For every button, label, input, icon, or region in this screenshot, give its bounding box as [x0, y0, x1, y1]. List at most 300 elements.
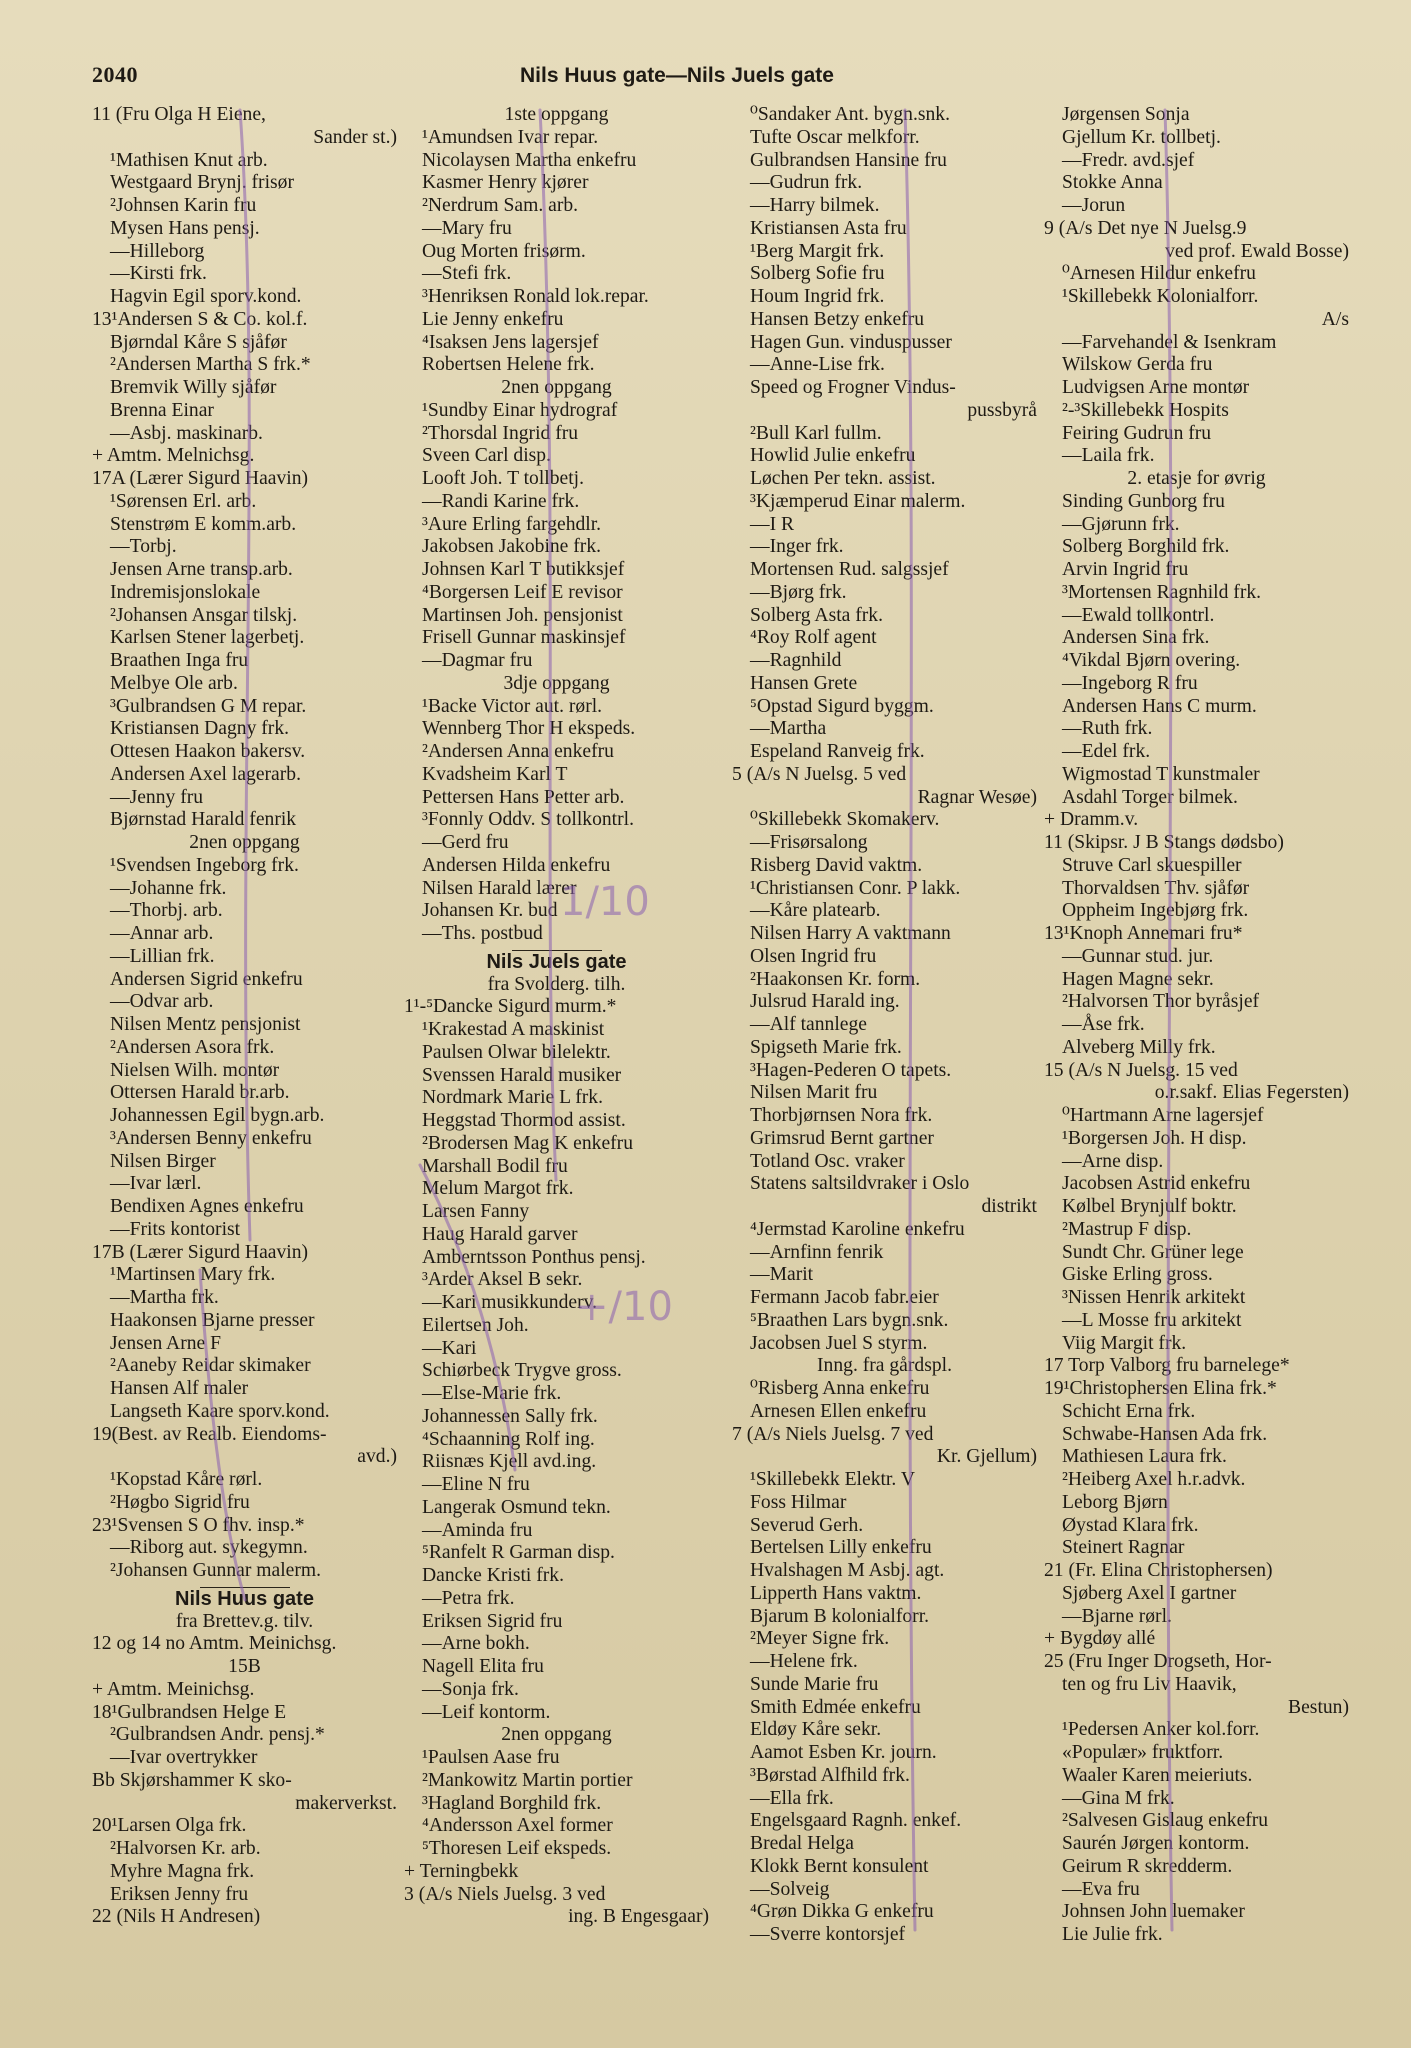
- listing-line: Langerak Osmund tekn.: [422, 1496, 611, 1518]
- listing-line: 18¹Gulbrandsen Helge E: [92, 1701, 287, 1723]
- listing-line: —Mary fru: [422, 217, 512, 239]
- listing-column-1: [92, 104, 397, 1929]
- listing-line: Aamot Esben Kr. journ.: [750, 1742, 937, 1763]
- listing-line: Saurén Jørgen kontorm.: [1062, 1833, 1250, 1854]
- listing-line: —I R: [750, 513, 795, 535]
- listing-line: ¹Backe Victor aut. rørl.: [422, 695, 603, 717]
- listing-line: 13¹Andersen S & Co. kol.f.: [92, 308, 308, 330]
- listing-line: —Aminda fru: [422, 1519, 533, 1541]
- listing-line: fra Brettev.g. tilv.: [175, 1610, 314, 1632]
- listing-line: —Eva fru: [1062, 1878, 1140, 1900]
- listing-line: —Farvehandel & Isenkram: [1062, 331, 1277, 353]
- listing-line: —Solveig: [750, 1878, 830, 1900]
- listing-line: ten og fru Liv Haavik,: [1062, 1673, 1237, 1695]
- listing-line: ³Fonnly Oddv. S tollkontrl.: [422, 809, 634, 831]
- listing-line: Houm Ingrid frk.: [750, 286, 885, 307]
- listing-line: —Annar arb.: [110, 923, 214, 944]
- listing-line: Lipperth Hans vaktm.: [750, 1582, 922, 1604]
- listing-line: ²Halvorsen Kr. arb.: [110, 1838, 261, 1859]
- listing-line: —Gina M frk.: [1062, 1787, 1175, 1809]
- listing-line: ¹Krakestad A maskinist: [422, 1019, 605, 1040]
- listing-line: ¹Skillebekk Elektr. V: [750, 1469, 915, 1490]
- listing-line: Indremisjonslokale: [110, 581, 261, 603]
- listing-line: Oppheim Ingebjørg frk.: [1062, 900, 1249, 922]
- listing-line: —Gudrun frk.: [750, 172, 863, 194]
- listing-line: Kølbel Brynjulf boktr.: [1062, 1196, 1237, 1217]
- listing-line: Struve Carl skuespiller: [1062, 854, 1242, 876]
- listing-line: ¹Svendsen Ingeborg frk.: [110, 854, 299, 876]
- listing-line: 15 (A/s N Juelsg. 15 ved: [1044, 1059, 1238, 1081]
- listing-line: Nordmark Marie L frk.: [422, 1087, 603, 1109]
- listing-line: Foss Hilmar: [750, 1491, 847, 1513]
- listing-line: 22 (Nils H Andresen): [92, 1906, 261, 1928]
- listing-line: Jacobsen Astrid enkefru: [1062, 1173, 1251, 1195]
- listing-line: Thorvaldsen Thv. sjåfør: [1062, 877, 1250, 899]
- listing-line: ⁵Thoresen Leif ekspeds.: [422, 1838, 612, 1859]
- listing-line: —Torbj.: [110, 536, 177, 558]
- listing-line: 12 og 14 no Amtm. Meinichsg.: [92, 1633, 337, 1655]
- listing-line: —Riborg aut. sykegymn.: [110, 1537, 308, 1559]
- listing-line: Kristiansen Asta fru: [750, 217, 907, 239]
- street-heading: Nils Huus gate: [175, 1587, 314, 1610]
- listing-line: ²Andersen Anna enkefru: [422, 741, 614, 762]
- listing-line: Sjøberg Axel I gartner: [1062, 1582, 1237, 1604]
- listing-line: Marshall Bodil fru: [422, 1155, 568, 1177]
- listing-line: Eilertsen Joh.: [422, 1314, 529, 1336]
- listing-line: Espeland Ranveig frk.: [750, 741, 925, 762]
- listing-line: Bjørnstad Harald fenrik: [110, 809, 297, 831]
- listing-column-4: [1044, 104, 1349, 1947]
- listing-line: ²Bull Karl fullm.: [750, 422, 882, 444]
- listing-line: ⁰Sandaker Ant. bygn.snk.: [750, 104, 950, 125]
- listing-line: ³Mortensen Ragnhild frk.: [1062, 581, 1262, 603]
- listing-line: —Gerd fru: [422, 832, 509, 853]
- listing-line: —Edel frk.: [1062, 741, 1151, 762]
- listing-line: ²Nerdrum Sam. arb.: [422, 195, 579, 216]
- listing-line: ³Kjæmperud Einar malerm.: [750, 490, 966, 512]
- listing-line: —Ivar lærl.: [110, 1173, 202, 1195]
- listing-line: ²Aaneby Reidar skimaker: [110, 1355, 311, 1377]
- listing-line: Arvin Ingrid fru: [1062, 559, 1189, 580]
- listing-line: Kristiansen Dagny frk.: [110, 718, 290, 740]
- listing-line: Feiring Gudrun fru: [1062, 422, 1212, 444]
- listing-line: Asdahl Torger bilmek.: [1062, 786, 1238, 808]
- listing-line: Kasmer Henry kjører: [422, 172, 589, 194]
- listing-line: Paulsen Olwar bilelektr.: [422, 1041, 611, 1063]
- listing-line: «Populær» fruktforr.: [1062, 1742, 1224, 1763]
- listing-line: —Kari: [422, 1337, 477, 1359]
- listing-line: + Terningbekk: [404, 1860, 519, 1882]
- listing-line: ²Thorsdal Ingrid fru: [422, 422, 579, 444]
- listing-line: 2nen oppgang: [501, 377, 612, 398]
- listing-line: Johnsen Karl T butikksjef: [422, 559, 625, 580]
- listing-line: ¹Berg Margit frk.: [750, 240, 885, 262]
- listing-line: Hvalshagen M Asbj. agt.: [750, 1560, 945, 1581]
- listing-line: Looft Joh. T tollbetj.: [422, 468, 585, 489]
- listing-line: Julsrud Harald ing.: [750, 991, 900, 1013]
- listing-line: Andersen Hilda enkefru: [422, 854, 611, 876]
- listing-line: 9 (A/s Det nye N Juelsg.9: [1044, 217, 1247, 239]
- listing-line: ²Johansen Ansgar tilskj.: [110, 604, 298, 626]
- listing-line: Ludvigsen Arne montør: [1062, 377, 1250, 398]
- listing-line: Johannessen Egil bygn.arb.: [110, 1105, 325, 1126]
- listing-line: Langseth Kaare sporv.kond.: [110, 1400, 330, 1422]
- listing-line: o.r.sakf. Elias Fegersten): [1154, 1082, 1349, 1104]
- listing-line: 3dje oppgang: [503, 672, 610, 694]
- listing-line: —Helene frk.: [750, 1651, 858, 1672]
- listing-line: Bestun): [1288, 1696, 1349, 1718]
- listing-line: ¹Paulsen Aase fru: [422, 1747, 560, 1768]
- listing-line: Robertsen Helene frk.: [422, 354, 595, 376]
- listing-line: Solberg Borghild frk.: [1062, 536, 1230, 558]
- listing-line: —Gjørunn frk.: [1062, 513, 1180, 535]
- listing-line: Ragnar Wesøe): [917, 786, 1037, 808]
- listing-line: Johnsen John luemaker: [1062, 1901, 1245, 1923]
- listing-line: Riisnæs Kjell avd.ing.: [422, 1451, 597, 1473]
- listing-line: ¹Pedersen Anker kol.forr.: [1062, 1719, 1260, 1741]
- listing-line: Wennberg Thor H ekspeds.: [422, 718, 636, 740]
- listing-line: ²Meyer Signe frk.: [750, 1628, 890, 1650]
- listing-line: Andersen Axel lagerarb.: [110, 763, 301, 785]
- listing-line: Mortensen Rud. salgssjef: [750, 559, 949, 580]
- listing-line: —Asbj. maskinarb.: [110, 422, 263, 444]
- listing-line: Olsen Ingrid fru: [750, 945, 877, 967]
- listing-line: ³Gulbrandsen G M repar.: [110, 695, 307, 717]
- listing-line: Stokke Anna: [1062, 172, 1163, 194]
- listing-line: Pettersen Hans Petter arb.: [422, 786, 625, 808]
- listing-line: 5 (A/s N Juelsg. 5 ved: [732, 763, 907, 785]
- listing-line: Sander st.): [313, 126, 397, 148]
- listing-line: makerverkst.: [295, 1792, 397, 1814]
- listing-line: —Kari musikkunderv.: [422, 1292, 598, 1313]
- listing-line: ¹Skillebekk Kolonialforr.: [1062, 286, 1259, 307]
- listing-line: Eriksen Sigrid fru: [422, 1610, 563, 1632]
- listing-line: ⁵Braathen Lars bygn.snk.: [750, 1309, 949, 1331]
- listing-column-2: [404, 104, 709, 1929]
- listing-line: Hagen Magne sekr.: [1062, 968, 1214, 990]
- listing-line: Viig Margit frk.: [1062, 1332, 1187, 1354]
- listing-line: avd.): [357, 1446, 397, 1468]
- listing-line: ³Nissen Henrik arkitekt: [1062, 1287, 1246, 1308]
- listing-line: Nilsen Birger: [110, 1150, 216, 1172]
- pencil-annotation-1: 1/10: [560, 879, 650, 925]
- listing-line: —Randi Karine frk.: [422, 490, 580, 512]
- listing-line: Nicolaysen Martha enkefru: [422, 149, 637, 171]
- listing-line: 17B (Lærer Sigurd Haavin): [92, 1241, 309, 1263]
- listing-line: Løchen Per tekn. assist.: [750, 468, 936, 489]
- listing-line: Ottersen Harald br.arb.: [110, 1082, 290, 1104]
- listing-line: ²Høgbo Sigrid fru: [110, 1491, 250, 1513]
- listing-line: —Odvar arb.: [110, 991, 214, 1013]
- listing-line: —Ths. postbud: [422, 923, 543, 944]
- listing-line: ⁰Skillebekk Skomakerv.: [750, 809, 940, 831]
- listing-line: Gjellum Kr. tollbetj.: [1062, 126, 1221, 148]
- listing-line: ²Mankowitz Martin portier: [422, 1769, 633, 1791]
- listing-line: —Harry bilmek.: [750, 195, 880, 216]
- listing-line: Larsen Fanny: [422, 1201, 530, 1222]
- listing-line: Totland Osc. vraker: [750, 1150, 905, 1172]
- listing-line: 2nen oppgang: [189, 832, 300, 853]
- listing-line: ¹Mathisen Knut arb.: [110, 149, 268, 171]
- listing-line: ²Haakonsen Kr. form.: [750, 968, 921, 990]
- listing-line: —Marit: [750, 1264, 814, 1286]
- listing-line: ⁰Risberg Anna enkefru: [750, 1378, 930, 1399]
- listing-line: ⁴Isaksen Jens lagersjef: [422, 331, 599, 353]
- listing-line: —Sverre kontorsjef: [750, 1924, 906, 1945]
- listing-line: —Frits kontorist: [110, 1218, 241, 1240]
- listing-line: Bremvik Willy sjåfør: [110, 377, 277, 398]
- listing-line: Jakobsen Jakobine frk.: [422, 536, 602, 558]
- listing-line: ²Heiberg Axel h.r.advk.: [1062, 1469, 1246, 1490]
- listing-line: + Dramm.v.: [1044, 809, 1139, 831]
- listing-line: Wilskow Gerda fru: [1062, 354, 1213, 376]
- listing-line: —Gunnar stud. jur.: [1062, 945, 1214, 967]
- listing-line: 11 (Fru Olga H Eiene,: [92, 104, 266, 125]
- listing-line: Leborg Bjørn: [1062, 1491, 1168, 1513]
- listing-line: ³Børstad Alfhild frk.: [750, 1764, 910, 1786]
- listing-line: Eriksen Jenny fru: [110, 1883, 249, 1905]
- listing-line: —Jorun: [1062, 195, 1126, 216]
- listing-line: ²-³Skillebekk Hospits: [1062, 399, 1229, 421]
- listing-line: Bb Skjørshammer K sko-: [92, 1769, 292, 1791]
- listing-columns: [92, 104, 1349, 1984]
- listing-line: Amberntsson Ponthus pensj.: [422, 1246, 646, 1268]
- listing-line: Frisell Gunnar maskinsjef: [422, 627, 626, 649]
- listing-line: Engelsgaard Ragnh. enkef.: [750, 1810, 962, 1832]
- listing-line: 25 (Fru Inger Drogseth, Hor-: [1044, 1651, 1272, 1672]
- listing-line: 13¹Knoph Annemari fru*: [1044, 923, 1243, 944]
- listing-line: —Ragnhild: [750, 650, 842, 671]
- listing-line: ⁴Andersson Axel former: [422, 1815, 613, 1837]
- listing-line: Risberg David vaktm.: [750, 854, 923, 876]
- listing-line: Spigseth Marie frk.: [750, 1036, 902, 1058]
- listing-line: ¹Sørensen Erl. arb.: [110, 490, 257, 512]
- listing-line: ⁴Roy Rolf agent: [750, 627, 877, 649]
- listing-line: 19¹Christophersen Elina frk.*: [1044, 1378, 1277, 1399]
- running-head: Nils Huus gate—Nils Juels gate: [520, 64, 834, 87]
- listing-line: ²Johnsen Karin fru: [110, 195, 257, 216]
- listing-line: —Stefi frk.: [422, 263, 512, 285]
- listing-line: Øystad Klara frk.: [1062, 1514, 1199, 1536]
- listing-line: Schwabe-Hansen Ada frk.: [1062, 1423, 1268, 1445]
- listing-line: Karlsen Stener lagerbetj.: [110, 627, 305, 649]
- listing-line: ⁴Grøn Dikka G enkefru: [750, 1901, 934, 1923]
- listing-line: Andersen Sigrid enkefru: [110, 968, 303, 990]
- listing-line: ³Arder Aksel B sekr.: [422, 1269, 583, 1291]
- listing-line: —L Mosse fru arkitekt: [1062, 1309, 1242, 1331]
- listing-line: Hansen Grete: [750, 672, 858, 694]
- listing-line: ²Brodersen Mag K enkefru: [422, 1132, 633, 1154]
- listing-line: —Ella frk.: [750, 1787, 834, 1809]
- listing-line: Arnesen Ellen enkefru: [750, 1400, 927, 1422]
- pencil-annotation-2: +/10: [575, 1284, 673, 1330]
- listing-line: Jensen Arne transp.arb.: [110, 559, 293, 580]
- listing-line: Bjarum B kolonialforr.: [750, 1605, 930, 1627]
- listing-line: Schiørbeck Trygve gross.: [422, 1360, 622, 1382]
- listing-line: 15B: [228, 1656, 261, 1677]
- listing-line: Myhre Magna frk.: [110, 1860, 255, 1882]
- listing-line: ³Aure Erling fargehdlr.: [422, 513, 602, 535]
- listing-line: —Hilleborg: [110, 240, 205, 262]
- listing-line: Alveberg Milly frk.: [1062, 1036, 1216, 1058]
- listing-line: Statens saltsildvraker i Oslo: [750, 1173, 970, 1195]
- listing-line: ¹Amundsen Ivar repar.: [422, 126, 599, 148]
- listing-line: ⁴Borgersen Leif E revisor: [422, 581, 623, 603]
- listing-line: —Martha: [750, 718, 827, 740]
- listing-line: —Martha frk.: [110, 1287, 219, 1308]
- listing-line: Hagen Gun. vinduspusser: [750, 331, 952, 353]
- listing-line: + Amtm. Melnichsg.: [92, 445, 255, 467]
- listing-line: distrikt: [981, 1196, 1037, 1217]
- listing-line: 2nen oppgang: [501, 1724, 612, 1746]
- listing-line: ¹Borgersen Joh. H disp.: [1062, 1127, 1247, 1149]
- listing-line: + Bygdøy allé: [1044, 1628, 1156, 1650]
- listing-line: 19(Best. av Realb. Eiendoms-: [92, 1423, 327, 1445]
- listing-line: ⁴Schaanning Rolf ing.: [422, 1428, 595, 1450]
- listing-line: —Arne bokh.: [422, 1633, 530, 1655]
- listing-line: Jensen Arne F: [110, 1332, 222, 1354]
- listing-line: Nielsen Wilh. montør: [110, 1059, 280, 1081]
- listing-line: ²Johansen Gunnar malerm.: [110, 1560, 322, 1581]
- listing-line: Ottesen Haakon bakersv.: [110, 741, 306, 762]
- listing-line: —Åse frk.: [1062, 1014, 1145, 1035]
- listing-line: 23¹Svensen S O fhv. insp.*: [92, 1514, 305, 1536]
- listing-line: Klokk Bernt konsulent: [750, 1855, 929, 1877]
- listing-line: —Leif kontorm.: [422, 1701, 551, 1723]
- listing-line: Westgaard Brynj. frisør: [110, 172, 294, 194]
- listing-line: ¹Kopstad Kåre rørl.: [110, 1469, 263, 1490]
- listing-line: 17A (Lærer Sigurd Haavin): [92, 468, 309, 489]
- listing-line: fra Svolderg. tilh.: [487, 973, 626, 995]
- listing-line: ing. B Engesgaar): [568, 1906, 709, 1928]
- listing-line: Sunde Marie fru: [750, 1673, 879, 1695]
- listing-line: 1ste oppgang: [504, 104, 609, 125]
- listing-line: Oug Morten frisørm.: [422, 240, 586, 262]
- listing-line: ²Salvesen Gislaug enkefru: [1062, 1810, 1269, 1832]
- listing-line: Nilsen Mentz pensjonist: [110, 1014, 301, 1035]
- listing-line: 1¹-⁵Dancke Sigurd murm.*: [404, 996, 617, 1018]
- listing-line: Solberg Sofie fru: [750, 263, 885, 285]
- listing-line: ⁰Arnesen Hildur enkefru: [1062, 263, 1256, 285]
- listing-line: —Jenny fru: [110, 786, 204, 808]
- listing-line: Johansen Kr. bud: [422, 900, 558, 922]
- page-number: 2040: [92, 62, 138, 87]
- listing-line: A/s: [1321, 308, 1349, 330]
- listing-line: Smith Edmée enkefru: [750, 1696, 921, 1718]
- listing-line: —Lillian frk.: [110, 945, 215, 967]
- listing-line: —Bjørg frk.: [750, 581, 847, 603]
- listing-line: Brenna Einar: [110, 399, 214, 421]
- listing-line: —Kirsti frk.: [110, 263, 207, 285]
- listing-line: Severud Gerh.: [750, 1514, 864, 1536]
- listing-line: Geirum R skredderm.: [1062, 1855, 1233, 1877]
- listing-line: Eldøy Kåre sekr.: [750, 1719, 882, 1741]
- listing-line: Giske Erling gross.: [1062, 1264, 1213, 1286]
- listing-line: —Eline N fru: [422, 1474, 530, 1495]
- listing-line: Martinsen Joh. pensjonist: [422, 604, 623, 626]
- listing-line: Lie Julie frk.: [1062, 1924, 1163, 1945]
- listing-line: ¹Christiansen Conr. P lakk.: [750, 877, 961, 899]
- listing-line: ¹Martinsen Mary frk.: [110, 1264, 276, 1286]
- listing-line: ²Mastrup F disp.: [1062, 1218, 1192, 1240]
- listing-line: Jacobsen Juel S styrm.: [750, 1332, 928, 1354]
- listing-line: 11 (Skipsr. J B Stangs dødsbo): [1044, 832, 1284, 853]
- listing-line: ²Andersen Asora frk.: [110, 1036, 275, 1058]
- listing-line: 2. etasje for øvrig: [1127, 468, 1266, 489]
- listing-line: Bendixen Agnes enkefru: [110, 1196, 304, 1217]
- listing-line: ⁰Hartmann Arne lagersjef: [1062, 1105, 1264, 1126]
- listing-line: ¹Sundby Einar hydrograf: [422, 399, 618, 421]
- listing-line: —Arnfinn fenrik: [750, 1241, 884, 1263]
- listing-line: —Anne-Lise frk.: [750, 354, 885, 376]
- listing-line: Haakonsen Bjarne presser: [110, 1309, 315, 1331]
- listing-line: Hansen Alf maler: [110, 1378, 249, 1399]
- listing-line: Howlid Julie enkefru: [750, 445, 916, 467]
- listing-line: Sinding Gunborg fru: [1062, 490, 1225, 512]
- listing-line: Heggstad Thormod assist.: [422, 1110, 626, 1131]
- listing-line: Stenstrøm E komm.arb.: [110, 513, 297, 535]
- listing-line: Haug Harald garver: [422, 1223, 578, 1245]
- listing-line: Jørgensen Sonja: [1062, 104, 1190, 125]
- listing-line: Braathen Inga fru: [110, 650, 249, 671]
- listing-line: 21 (Fr. Elina Christophersen): [1044, 1560, 1273, 1581]
- listing-line: Sveen Carl disp.: [422, 445, 551, 467]
- listing-line: —Inger frk.: [750, 536, 844, 558]
- listing-line: Kr. Gjellum): [936, 1446, 1037, 1468]
- listing-line: —Sonja frk.: [422, 1678, 519, 1700]
- listing-line: Nilsen Harald lærer: [422, 877, 577, 899]
- listing-line: Andersen Sina frk.: [1062, 627, 1210, 649]
- listing-line: Melbye Ole arb.: [110, 672, 238, 694]
- listing-line: Gulbrandsen Hansine fru: [750, 149, 947, 171]
- listing-line: Waaler Karen meieriuts.: [1062, 1764, 1253, 1786]
- listing-line: —Ruth frk.: [1062, 718, 1153, 740]
- listing-line: Hansen Betzy enkefru: [750, 308, 925, 330]
- listing-line: —Ingeborg R fru: [1062, 672, 1198, 694]
- listing-line: Andersen Hans C murm.: [1062, 695, 1257, 717]
- street-heading: Nils Juels gate: [486, 950, 627, 973]
- listing-line: Bredal Helga: [750, 1833, 854, 1854]
- listing-line: —Thorbj. arb.: [110, 900, 223, 922]
- listing-line: Hagvin Egil sporv.kond.: [110, 286, 302, 307]
- listing-line: Johannessen Sally frk.: [422, 1405, 598, 1427]
- listing-line: Mysen Hans pensj.: [110, 217, 260, 239]
- listing-line: ⁵Opstad Sigurd byggm.: [750, 695, 934, 717]
- listing-line: + Amtm. Meinichsg.: [92, 1678, 255, 1700]
- listing-line: Speed og Frogner Vindus-: [750, 377, 956, 398]
- listing-line: ⁴Jermstad Karoline enkefru: [750, 1218, 965, 1240]
- listing-line: —Laila frk.: [1062, 445, 1155, 467]
- listing-line: ved prof. Ewald Bosse): [1165, 240, 1349, 262]
- listing-line: —Bjarne rørl.: [1062, 1605, 1172, 1627]
- listing-line: Melum Margot frk.: [422, 1178, 574, 1200]
- listing-line: —Petra frk.: [422, 1587, 515, 1609]
- listing-line: Bertelsen Lilly enkefru: [750, 1537, 932, 1559]
- listing-line: ²Andersen Martha S frk.*: [110, 354, 311, 376]
- listing-line: Nagell Elita fru: [422, 1656, 544, 1677]
- listing-line: Solberg Asta frk.: [750, 604, 883, 626]
- listing-line: Inng. fra gårdspl.: [817, 1355, 952, 1377]
- listing-line: —Kåre platearb.: [750, 900, 881, 922]
- listing-line: Mathiesen Laura frk.: [1062, 1446, 1227, 1468]
- listing-line: —Else-Marie frk.: [422, 1383, 562, 1404]
- listing-line: —Frisørsalong: [750, 832, 868, 853]
- listing-line: ²Halvorsen Thor byråsjef: [1062, 991, 1260, 1013]
- listing-line: —Fredr. avd.sjef: [1062, 149, 1195, 171]
- listing-line: —Ewald tollkontrl.: [1062, 604, 1215, 626]
- listing-line: ³Hagland Borghild frk.: [422, 1792, 602, 1814]
- listing-line: ³Henriksen Ronald lok.repar.: [422, 286, 649, 307]
